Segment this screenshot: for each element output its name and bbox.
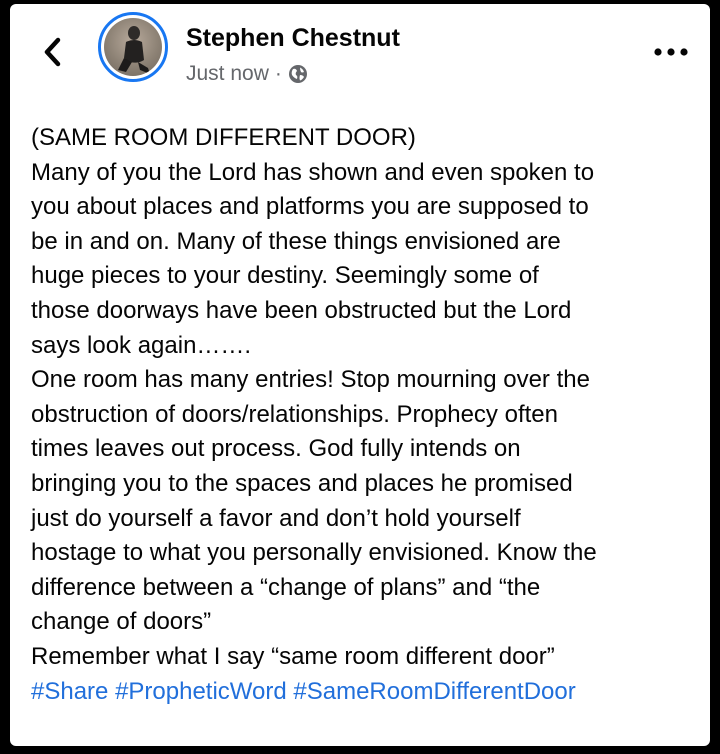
post-text-line: One room has many entries! Stop mourning over the (31, 366, 590, 394)
post-text-line: those doorways have been obstructed but the Lord (31, 296, 572, 324)
post-text-line: change of doors” (31, 608, 212, 636)
hashtag-row (31, 675, 703, 710)
more-horizontal-icon (650, 40, 692, 64)
post-text-line: be in and on. Many of these things envisioned are (31, 227, 561, 255)
post-card (10, 4, 710, 746)
globe-icon[interactable] (288, 64, 308, 84)
avatar-photo (104, 18, 162, 76)
hashtag-link-share[interactable]: #Share (31, 677, 109, 705)
post-text-line: huge pieces to your destiny. Seemingly some of (31, 262, 539, 290)
author-avatar[interactable] (98, 12, 168, 82)
hashtag-link-propheticword[interactable]: #PropheticWord (115, 677, 287, 705)
post-header (10, 4, 710, 104)
post-meta (186, 62, 308, 86)
author-name[interactable]: Stephen Chestnut (186, 24, 400, 52)
post-text-line: bringing you to the spaces and places he promised (31, 469, 573, 497)
post-text-line: Remember what I say “same room different door” (31, 642, 555, 670)
person-silhouette-icon (104, 18, 162, 76)
post-text-line: Many of you the Lord has shown and even spoken to (31, 158, 595, 186)
meta-separator: · (274, 62, 282, 85)
post-text (31, 121, 703, 709)
post-text-line: times leaves out process. God fully intends on (31, 435, 521, 463)
post-text-line: obstruction of doors/relationships. Prophecy often (31, 400, 558, 428)
post-text-line: you about places and platforms you are supposed to (31, 193, 589, 221)
post-text-line: just do yourself a favor and don’t hold yourself (31, 504, 521, 532)
more-options-button[interactable] (650, 40, 692, 64)
chevron-left-icon (36, 32, 70, 72)
post-text-line: difference between a “change of plans” and “the (31, 573, 541, 601)
post-text-line: says look again……. (31, 331, 252, 359)
post-timestamp[interactable]: Just now (186, 62, 269, 85)
post-text-line: (SAME ROOM DIFFERENT DOOR) (31, 124, 416, 151)
hashtag-link-sameroomdifferentdoor[interactable]: #SameRoomDifferentDoor (293, 677, 576, 705)
post-text-line: hostage to what you personally envisioned. Know the (31, 539, 597, 567)
back-button[interactable] (36, 32, 70, 72)
